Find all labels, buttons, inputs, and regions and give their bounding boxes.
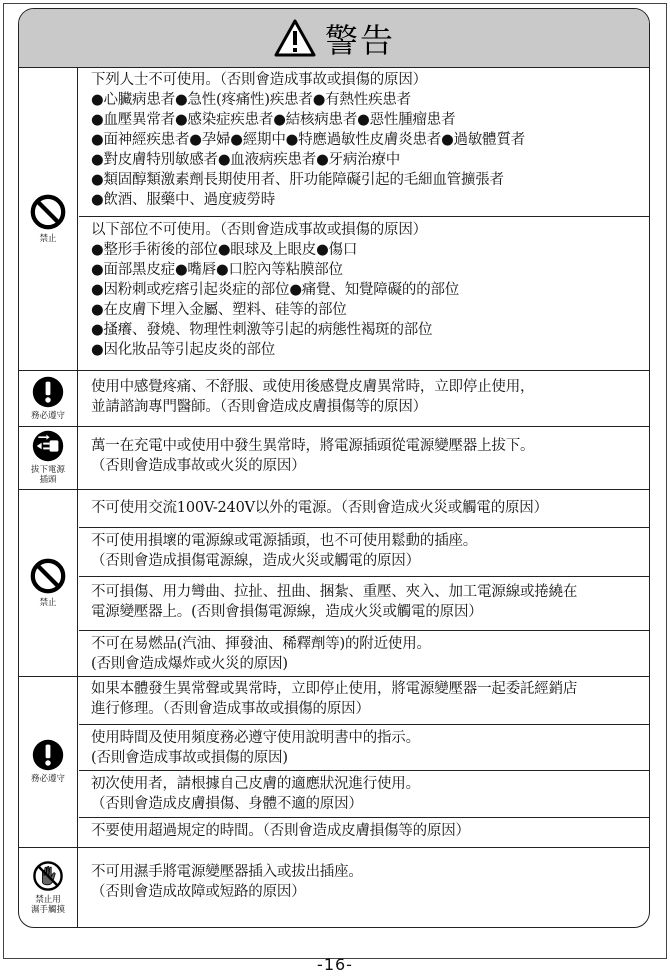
text-line: ●因粉刺或疙瘩引起炎症的部位●痛覺、知覺障礙的的部位: [91, 282, 460, 298]
text-line: ●類固醇類激素劑長期使用者、肝功能障礙引起的毛細血管擴張者: [91, 172, 504, 188]
warning-triangle-icon: [273, 18, 317, 58]
no-wet-hands-icon: [32, 860, 64, 892]
wet-hands-cell: [79, 859, 649, 919]
unplug-cell: [79, 428, 649, 489]
unplug-label-line-1: 拔下電源: [30, 465, 65, 475]
mandatory-cell-time-limit: [79, 818, 649, 847]
mandatory-icon-column: [19, 676, 78, 847]
exclamation-icon: [32, 376, 64, 408]
mandatory-group-2: [19, 676, 649, 848]
text-line: 進行修理。（否則會造成事故或損傷的原因）: [91, 701, 370, 717]
prohibition-cell-cord-handling: [79, 577, 649, 631]
text-line: ●因化妝品等引起皮炎的部位: [91, 342, 276, 358]
text-line: 萬一在充電中或使用中發生異常時，將電源插頭從電源變壓器上拔下。: [91, 438, 535, 454]
text-line: ●搔癢、發燒、物理性刺激等引起的病態性褐斑的部位: [91, 322, 433, 338]
text-line: (否則會造成事故或損傷的原因): [91, 750, 288, 766]
mandatory-cell-stop-use: [79, 374, 649, 426]
text-line: 初次使用者，請根據自己皮膚的適應狀況進行使用。: [91, 776, 420, 792]
text-line: 不要使用超過規定的時間。（否則會造成皮膚損傷等的原因）: [91, 823, 470, 839]
text-line: (否則會造成爆炸或火災的原因): [91, 656, 288, 672]
text-line: 以下部位不可使用。（否則會造成事故或損傷的原因）: [91, 222, 427, 238]
text-line: ●心臟病患者●急性(疼痛性)疾患者●有熱性疾患者: [91, 92, 411, 108]
text-line: 使用中感覺疼痛、不舒服、或使用後感覺皮膚異常時，立即停止使用，: [91, 379, 535, 395]
prohibition-cell-flammables: [79, 631, 649, 676]
text-line: ●血壓異常者●感染症疾患者●結核病患者●惡性腫瘤患者: [91, 112, 456, 128]
warning-panel: [18, 8, 650, 928]
mandatory-group-1: [19, 370, 649, 427]
prohibition-cell-body-parts: [79, 217, 649, 370]
text-line: 不可在易燃品(汽油、揮發油、稀釋劑等)的附近使用。: [91, 636, 431, 652]
wet-hands-group: [19, 847, 649, 927]
text-line: 下列人士不可使用。（否則會造成事故或損傷的原因）: [91, 72, 427, 88]
text-line: ●面神經疾患者●孕婦●經期中●特應過敏性皮膚炎患者●過敏體質者: [91, 132, 526, 148]
prohibition-cell-persons: [79, 67, 649, 217]
mandatory-label: 務必遵守: [30, 410, 65, 421]
text-line: 並請諮詢專門醫師。（否則會造成皮膚損傷等的原因）: [91, 399, 427, 415]
mandatory-cell-repair: [79, 676, 649, 725]
mandatory-label: 務必遵守: [30, 774, 65, 784]
warning-header: [19, 9, 649, 68]
mandatory-icon-column: [19, 370, 78, 426]
prohibited-icon: [29, 193, 67, 231]
prohibition-label: 禁止: [39, 234, 57, 244]
wet-hands-label-line-2: 濕手觸摸: [30, 904, 65, 915]
text-line: 使用時間及使用頻度務必遵守使用說明書中的指示。: [91, 730, 420, 746]
text-line: 不可使用交流100V-240V以外的電源。（否則會造成火災或觸電的原因）: [91, 500, 548, 516]
unplug-icon-column: [19, 426, 78, 489]
wet-hands-label-line-1: 禁止用: [35, 894, 61, 905]
prohibition-label: 禁止: [39, 598, 57, 608]
prohibited-icon: [29, 557, 67, 595]
text-line: 不可使用損壞的電源線或電源插頭，也不可使用鬆動的插座。: [91, 533, 478, 549]
text-line: 如果本體發生異常聲或異常時，立即停止使用，將電源變壓器一起委託經銷店: [91, 681, 578, 697]
text-line: （否則會造成皮膚損傷、身體不適的原因）: [91, 796, 363, 812]
text-line: 不可損傷、用力彎曲、拉扯、扭曲、捆紮、重壓、夾入、加工電源線或捲繞在: [91, 584, 578, 600]
text-line: ●整形手術後的部位●眼球及上眼皮●傷口: [91, 242, 358, 258]
prohibition-group-1: [19, 67, 649, 371]
text-line: 不可用濕手將電源變壓器插入或拔出插座。: [91, 864, 363, 880]
wet-hands-icon-column: [19, 847, 78, 927]
text-line: （否則會造成損傷電源線，造成火災或觸電的原因）: [91, 553, 420, 569]
text-line: ●飲酒、服藥中、過度疲勞時: [91, 192, 276, 208]
mandatory-cell-instructions: [79, 725, 649, 771]
page-number: -16-: [317, 955, 353, 974]
text-line: ●面部黑皮症●嘴唇●口腔內等粘膜部位: [91, 262, 343, 278]
prohibition-icon-column: [19, 489, 78, 676]
unplug-icon: [32, 430, 64, 462]
prohibition-icon-column: [19, 67, 78, 370]
unplug-label-line-2: 插頭: [39, 475, 57, 485]
text-line: （否則會造成事故或火災的原因）: [91, 458, 306, 474]
mandatory-cell-first-use: [79, 771, 649, 818]
prohibition-cell-voltage: [79, 489, 649, 528]
text-line: 電源變壓器上。(否則會損傷電源線，造成火災或觸電的原因）: [91, 604, 483, 620]
unplug-group: [19, 426, 649, 490]
text-line: ●在皮膚下埋入金屬、塑料、硅等的部位: [91, 302, 347, 318]
text-line: ●對皮膚特別敏感者●血液病疾患者●牙病治療中: [91, 152, 401, 168]
text-line: （否則會造成故障或短路的原因）: [91, 884, 306, 900]
prohibition-cell-damaged-cord: [79, 528, 649, 577]
prohibition-group-2: [19, 489, 649, 677]
exclamation-icon: [32, 739, 64, 771]
warning-title: 警告: [325, 20, 395, 60]
